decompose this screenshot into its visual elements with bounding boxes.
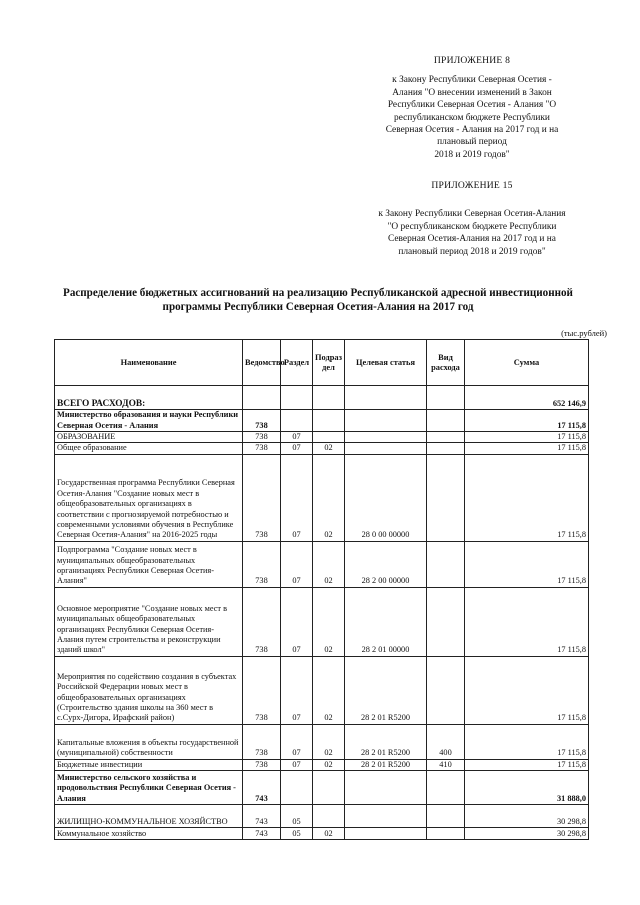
header-target: Целевая статья [345,340,427,386]
heading-line-1: Распределение бюджетных ассигнований на реализацию Республиканской адресной инвестиционной [63,287,573,299]
cell-exp-type [427,386,465,410]
table-row [55,454,589,541]
table-row [55,828,589,840]
cell-dept: 738 [243,587,281,656]
cell-name: Мероприятия по содействию создания в субъектах Российской Федерации новых мест в общеобразовательных организациях (Строительство здания школы на 360 мест в с.Сурх-Дигора, Ирафский район) [55,656,243,724]
cell-name: Министерство сельского хозяйства и продовольствия Республики Северная Осетия - Алания [55,771,243,805]
cell-name: Подпрограмма "Создание новых мест в муниципальных общеобразовательных организациях Республики Северная Осетия-Алания" [55,541,243,587]
cell-exp-type [427,587,465,656]
cell-target [345,805,427,828]
heading-line-2: программы Республики Северная Осетия-Алания на 2017 год [162,300,474,313]
table-row [55,410,589,432]
cell-target [345,443,427,454]
cell-name: Общее образование [55,443,243,454]
allocation-table [54,339,589,840]
cell-exp-type [427,771,465,805]
cell-subsection: 02 [313,759,345,770]
cell-sum: 17 115,8 [465,587,589,656]
cell-dept: 743 [243,771,281,805]
cell-sum: 30 298,8 [465,828,589,840]
appendix-15-line: к Закону Республики Северная Осетия-Алания [378,209,566,220]
cell-exp-type [427,454,465,541]
cell-dept: 738 [243,410,281,432]
cell-section: 07 [281,432,313,443]
cell-sum: 17 115,8 [465,454,589,541]
header-sum: Сумма [465,340,589,386]
appendix-15-title: ПРИЛОЖЕНИЕ 15 [431,180,513,191]
cell-sum: 652 146,9 [465,386,589,410]
appendix-8-line: к Закону Республики Северная Осетия - [392,75,552,86]
table-row [55,443,589,454]
cell-dept [243,386,281,410]
table-row [55,386,589,410]
cell-name: ВСЕГО РАСХОДОВ: [55,386,243,410]
cell-name: Министерство образования и науки Республики Северная Осетия - Алания [55,410,243,432]
appendix-8-line: республиканском бюджете Республики [394,112,550,123]
cell-target: 28 2 01 00000 [345,587,427,656]
table-row [55,805,589,828]
cell-name: Коммунальное хозяйство [55,828,243,840]
cell-subsection: 02 [313,724,345,759]
table-row [55,587,589,656]
table-row [55,771,589,805]
cell-subsection [313,410,345,432]
units-label: (тыс.рублей) [561,328,607,338]
cell-target: 28 2 01 R5200 [345,759,427,770]
table-header-row [55,340,589,386]
cell-subsection: 02 [313,454,345,541]
table-row [55,724,589,759]
cell-section [281,410,313,432]
cell-exp-type [427,656,465,724]
cell-dept: 738 [243,432,281,443]
cell-dept: 743 [243,828,281,840]
cell-sum: 30 298,8 [465,805,589,828]
cell-subsection: 02 [313,828,345,840]
cell-target: 28 0 00 00000 [345,454,427,541]
cell-dept: 738 [243,724,281,759]
cell-section: 07 [281,724,313,759]
cell-dept: 738 [243,656,281,724]
appendix-8-line: Алания "О внесении изменений в Закон [392,87,552,98]
appendix-15-line: "О республиканском бюджете Республики [387,221,557,232]
cell-subsection: 02 [313,587,345,656]
cell-name: Основное мероприятие "Создание новых мест в муниципальных общеобразовательных организациях Республики Северная Осетия-Алания путем строительства и реконструкции зданий школ" [55,587,243,656]
cell-section: 05 [281,805,313,828]
cell-subsection [313,432,345,443]
cell-exp-type [427,828,465,840]
appendix-8-line: Северная Осетия - Алания на 2017 год и на [385,125,559,136]
cell-sum: 17 115,8 [465,432,589,443]
cell-exp-type [427,541,465,587]
cell-section: 07 [281,656,313,724]
appendix-8-block [352,55,592,161]
cell-section: 07 [281,587,313,656]
cell-target [345,828,427,840]
header-exp-type: Вид расхода [427,340,465,386]
header-name: Наименование [55,340,243,386]
cell-sum: 17 115,8 [465,410,589,432]
cell-sum: 31 888,0 [465,771,589,805]
cell-target: 28 2 01 R5200 [345,724,427,759]
appendix-15-line: плановый период 2018 и 2019 годов" [398,246,546,257]
cell-section: 07 [281,541,313,587]
cell-name: ЖИЛИЩНО-КОММУНАЛЬНОЕ ХОЗЯЙСТВО [55,805,243,828]
table-row [55,759,589,770]
cell-dept: 738 [243,759,281,770]
document-heading [40,287,596,314]
appendix-8-line: Республики Северная Осетия - Алания "О [387,100,557,111]
cell-name: Государственная программа Республики Северная Осетия-Алания "Создание новых мест в общеобразовательных организациях в соответствии с прогнозируемой потребностью и современными условиями обучения в Республике Северная Осетия-Алания" на 2016-2025 годы [55,454,243,541]
cell-subsection [313,805,345,828]
header-section: Раздел [281,340,313,386]
cell-target: 28 2 00 00000 [345,541,427,587]
cell-target [345,386,427,410]
cell-section [281,771,313,805]
appendix-15-block [352,180,592,258]
appendix-8-line: 2018 и 2019 годов" [434,149,510,160]
cell-sum: 17 115,8 [465,724,589,759]
cell-exp-type [427,805,465,828]
cell-sum: 17 115,8 [465,443,589,454]
appendix-8-line: плановый период [437,137,507,148]
cell-dept: 738 [243,443,281,454]
cell-subsection: 02 [313,443,345,454]
cell-section: 07 [281,759,313,770]
cell-section: 07 [281,443,313,454]
cell-dept: 738 [243,541,281,587]
cell-target [345,410,427,432]
cell-exp-type: 400 [427,724,465,759]
cell-subsection: 02 [313,541,345,587]
header-dept: Ведомство [243,340,281,386]
cell-dept: 738 [243,454,281,541]
header-subsection: Подраз дел [313,340,345,386]
cell-dept: 743 [243,805,281,828]
cell-section [281,386,313,410]
appendix-8-title: ПРИЛОЖЕНИЕ 8 [433,55,511,66]
table-row [55,541,589,587]
cell-target: 28 2 01 R5200 [345,656,427,724]
cell-exp-type [427,410,465,432]
appendix-15-line: Северная Осетия-Алания на 2017 год и на [388,234,556,245]
cell-name: ОБРАЗОВАНИЕ [55,432,243,443]
cell-target [345,432,427,443]
cell-exp-type [427,432,465,443]
cell-subsection [313,386,345,410]
cell-subsection: 02 [313,656,345,724]
table-row [55,656,589,724]
cell-target [345,771,427,805]
cell-sum: 17 115,8 [465,541,589,587]
cell-name: Бюджетные инвестиции [55,759,243,770]
cell-subsection [313,771,345,805]
cell-sum: 17 115,8 [465,759,589,770]
cell-sum: 17 115,8 [465,656,589,724]
table-row [55,432,589,443]
cell-section: 05 [281,828,313,840]
cell-section: 07 [281,454,313,541]
cell-exp-type: 410 [427,759,465,770]
cell-name: Капитальные вложения в объекты государственной (муниципальной) собственности [55,724,243,759]
cell-exp-type [427,443,465,454]
